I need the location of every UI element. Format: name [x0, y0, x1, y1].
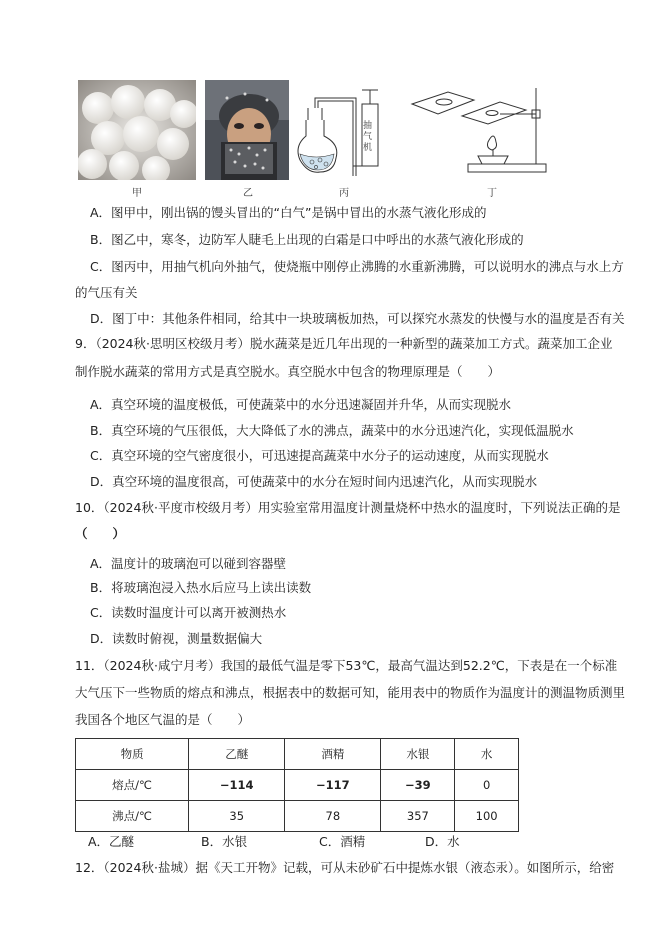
table-cell: 100 — [455, 801, 519, 832]
table-cell: 357 — [381, 801, 455, 832]
pump-label: 抽气机 — [361, 120, 371, 151]
table-cell: 78 — [285, 801, 381, 832]
q8-option-b: B．图乙中，寒冬，边防军人睫毛上出现的白霜是口中呼出的水蒸气液化形成的 — [90, 232, 524, 247]
q11-option-d: D．水 — [425, 834, 460, 849]
table-cell: 沸点/℃ — [76, 801, 189, 832]
table-cell: −39 — [381, 770, 455, 801]
q9-option-c: C．真空环境的空气密度很小，可迅速提高蔬菜中水分子的运动速度，从而实现脱水 — [90, 448, 549, 463]
q11-stem-line1: 11．（2024秋·咸宁月考）我国的最低气温是零下53℃，最高气温达到52.2℃，下表是在一个标准 — [75, 658, 618, 673]
figure-caption-ding: 丁 — [487, 188, 497, 199]
q9-stem-line1: 9．（2024秋·思明区校级月考）脱水蔬菜是近几年出现的一种新型的蔬菜加工方式。蔬菜加工企业 — [75, 336, 613, 351]
table-header-row — [76, 739, 519, 770]
figure-caption-jia: 甲 — [132, 188, 142, 199]
q11-options — [88, 832, 548, 848]
q10-option-a: A．温度计的玻璃泡可以碰到容器壁 — [90, 556, 287, 571]
q8-option-c-line2: 的气压有关 — [75, 285, 138, 300]
q10-option-b: B．将玻璃泡浸入热水后应马上读出读数 — [90, 580, 312, 595]
melting-boiling-table — [75, 738, 519, 832]
table-cell: 0 — [455, 770, 519, 801]
q9-stem-line2: 制作脱水蔬菜的常用方式是真空脱水。真空脱水中包含的物理原理是（ ） — [75, 364, 501, 379]
q11-stem-line3: 我国各个地区气温的是（ ） — [75, 712, 251, 727]
q11-option-c: C．酒精 — [319, 834, 366, 849]
figure-caption-yi: 乙 — [243, 188, 253, 199]
q10-option-c: C．读数时温度计可以离开被测热水 — [90, 605, 287, 620]
q12-stem-line1: 12．（2024秋·盐城）据《天工开物》记载，可从未砂矿石中提炼水银（液态汞）。如图所示，给密 — [75, 860, 615, 875]
q8-option-c-line1: C．图丙中，用抽气机向外抽气，使烧瓶中刚停止沸腾的水重新沸腾，可以说明水的沸点与水上方 — [90, 259, 624, 274]
table-row-melting — [76, 770, 519, 801]
q9-option-a: A．真空环境的温度极低，可使蔬菜中的水分迅速凝固并升华，从而实现脱水 — [90, 397, 512, 412]
q9-option-b: B．真空环境的气压很低，大大降低了水的沸点，蔬菜中的水分迅速汽化，实现低温脱水 — [90, 423, 574, 438]
q10-stem-line1: 10．（2024秋·平度市校级月考）用实验室常用温度计测量烧杯中热水的温度时，下列说法正确的是 — [75, 500, 621, 515]
figure-row — [78, 80, 578, 200]
table-cell: 乙醚 — [189, 739, 285, 770]
table-cell: 水 — [455, 739, 519, 770]
q10-stem-line2: （ ） — [75, 526, 126, 541]
q9-option-d: D．真空环境的温度很高，可使蔬菜中的水分在短时间内迅速汽化，从而实现脱水 — [90, 474, 538, 489]
q11-option-a: A．乙醚 — [88, 834, 135, 849]
figure-glass-plates — [408, 80, 548, 180]
table-row-boiling — [76, 801, 519, 832]
table-cell: 物质 — [76, 739, 189, 770]
figure-soldier-frost — [205, 80, 289, 180]
figure-caption-bing: 丙 — [339, 188, 349, 199]
q11-option-b: B．水银 — [201, 834, 248, 849]
table-cell: 酒精 — [285, 739, 381, 770]
figure-flask-pump — [296, 80, 396, 180]
table-cell: −117 — [285, 770, 381, 801]
table-cell: 熔点/℃ — [76, 770, 189, 801]
q11-stem-line2: 大气压下一些物质的熔点和沸点，根据表中的数据可知，能用表中的物质作为温度计的测温物质测里 — [75, 685, 626, 700]
table-cell: −114 — [189, 770, 285, 801]
q8-option-d: D．图丁中：其他条件相同，给其中一块玻璃板加热，可以探究水蒸发的快慢与水的温度是否有关 — [90, 311, 625, 326]
table-cell: 35 — [189, 801, 285, 832]
table-cell: 水银 — [381, 739, 455, 770]
q10-option-d: D．读数时俯视，测量数据偏大 — [90, 631, 263, 646]
q8-option-a: A．图甲中，刚出锅的馒头冒出的“白气”是锅中冒出的水蒸气液化形成的 — [90, 205, 487, 220]
figure-steamed-buns — [78, 80, 196, 180]
